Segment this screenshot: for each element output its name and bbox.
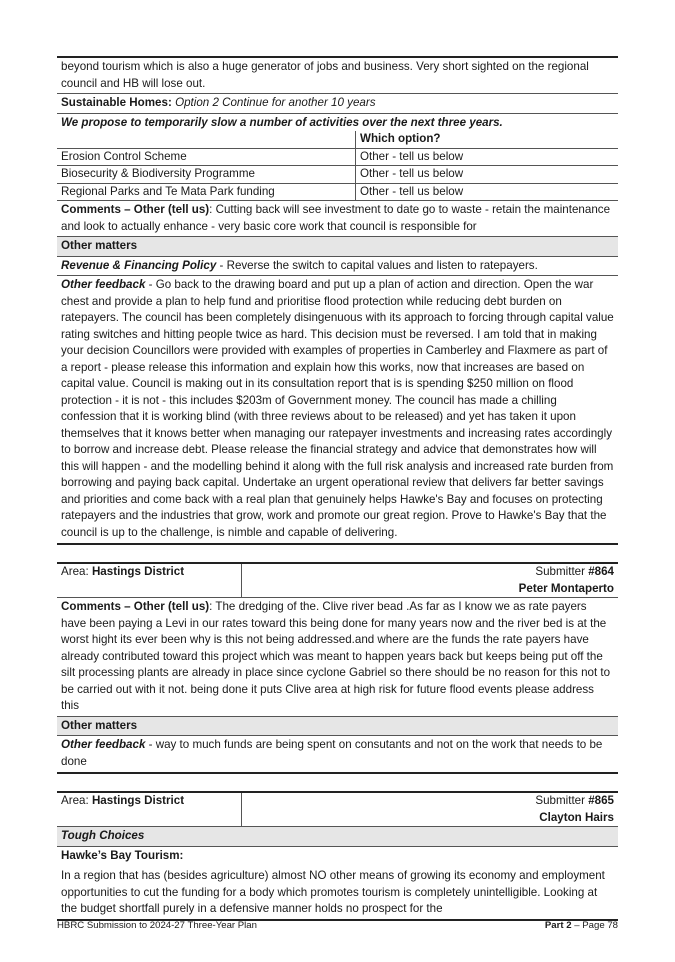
- other-matters-heading: Other matters: [57, 717, 618, 737]
- revenue-text: - Reverse the switch to capital values and listen to ratepayers.: [216, 258, 538, 272]
- feedback-row: [57, 276, 618, 545]
- submission-block: [57, 791, 618, 921]
- document-page: [57, 56, 618, 921]
- spacer: [57, 545, 618, 562]
- table-row: [57, 183, 618, 201]
- feedback-row: [57, 736, 618, 774]
- area-label: Area:: [61, 794, 92, 807]
- sustainable-homes-row: [57, 94, 618, 114]
- comments-text: : Cutting back will see investment to date go to waste - retain the maintenance and look to actually enhance - very basic core work that council is responsible for: [61, 203, 611, 233]
- submitter-number: #865: [588, 794, 614, 807]
- choice-cell: Other - tell us below: [356, 166, 619, 184]
- which-option-header: Which option?: [356, 131, 619, 148]
- continuation-text: beyond tourism which is also a huge generator of jobs and business. Very short sighted on the regional council and HB will lose out.: [57, 58, 618, 94]
- area-cell: [57, 563, 242, 598]
- page-label: – Page 78: [571, 920, 618, 931]
- submitter-number: #864: [588, 565, 614, 578]
- tourism-text: In a region that has (besides agriculture) almost NO other means of growing its economy and employment opportunities to cut the funding for a body which promotes tourism is completely unintelligible. Looking at the budget shortfall purely in a defensive manner holds no prospect for the: [57, 865, 618, 921]
- area-value: Hastings District: [91, 794, 185, 807]
- comments-row: [57, 201, 618, 237]
- part-label: Part 2: [544, 920, 572, 931]
- empty-cell: [57, 131, 356, 148]
- tough-choices-heading: Tough Choices: [57, 827, 618, 847]
- tourism-label: Hawke’s Bay Tourism:: [61, 848, 184, 862]
- comments-row: [57, 598, 618, 717]
- comments-label: Comments – Other (tell us): [61, 600, 210, 613]
- page-footer: [57, 918, 618, 935]
- feedback-label: Other feedback: [61, 278, 146, 291]
- submitter-cell: [242, 563, 619, 598]
- submission-block: [57, 56, 618, 545]
- other-matters-heading: Other matters: [57, 237, 618, 257]
- submitter-name: Clayton Hairs: [539, 810, 614, 824]
- options-table: [57, 131, 618, 201]
- submitter-header: [57, 791, 618, 827]
- feedback-text: - Go back to the drawing board and put up a plan of action and direction. Open the war chest and provide a plan to help fund and prioritise flood protection while reducing debt burden on ratepayers. The council has been completely disingenuous with its approach to forcing through capital value rating switches and hitting people twice as hard. This decision must be reversed. I am told that in making your decision Councillors were provided with examples of properties in Camberley and Flaxmere as part of a report - please release this information and explain how this works, now that increases are based on capital value. Council is making out in its consultation report that is is spending $250 million on flood protection - it is not - this includes $203m of Government money. The council has made a chilling confession that it is working blind (with three reviews about to be released) and yet has taken it upon themselves that it knows better when managing our ratepayer investments and increasing rates accordingly to borrow and increase debt. Please release the financial strategy and advice that demonstrates how will this will happen - and the modelling behind it along with the full risk analysis and increased rate burden from borrowing and paying back capital. Undertake an urgent operational review that delivers far better savings and priorities and come back with a real plan that genuinely helps Hawke's Bay and focuses on protecting ratepayers and the industries that grow, work and promote our great region. Prove to Hawke's Bay that the council is up to the challenge, is nimble and capable of delivering.: [61, 278, 614, 539]
- table-row: [57, 148, 618, 166]
- comments-text: : The dredging of the. Clive river bead .As far as I know we as rate payers have been paying a Levi in our rates toward this being done for many years now and the river bed is at the worst hight its ever been why is this not being addressed.and where are the funds the rate payers have already contributed toward this project which was meant to happen years back but keeps being put off the silt processing plants are already in place since cyclone Gabriel so there should be no reason for this not to be carried out with it not. being done it puts Clive area at high risk for future flood events please address this: [61, 600, 611, 712]
- area-value: Hastings District: [91, 565, 185, 578]
- revenue-label: Revenue & Financing Policy: [61, 258, 217, 272]
- submitter-name: Peter Montaperto: [518, 581, 614, 595]
- options-header-row: [57, 131, 618, 148]
- spacer: [57, 774, 618, 791]
- footer-title: HBRC Submission to 2024-27 Three-Year Plan: [57, 920, 257, 931]
- table-row: [57, 166, 618, 184]
- area-label: Area:: [61, 565, 92, 578]
- choice-cell: Other - tell us below: [356, 148, 619, 166]
- revenue-row: [57, 257, 618, 277]
- homes-value: Option 2 Continue for another 10 years: [175, 96, 376, 109]
- submitter-label: Submitter: [535, 565, 589, 578]
- feedback-text: - way to much funds are being spent on consutants and not on the work that needs to be done: [61, 738, 603, 768]
- activity-cell: Erosion Control Scheme: [57, 148, 356, 166]
- submitter-label: Submitter: [535, 794, 589, 807]
- submitter-header: [57, 562, 618, 598]
- homes-label: Sustainable Homes:: [61, 96, 172, 109]
- submitter-cell: [242, 792, 619, 827]
- slow-activities-heading: We propose to temporarily slow a number of activities over the next three years.: [61, 115, 503, 129]
- activity-cell: Regional Parks and Te Mata Park funding: [57, 183, 356, 201]
- area-cell: [57, 792, 242, 827]
- page-number: [545, 918, 618, 935]
- submission-block: [57, 562, 618, 774]
- choice-cell: Other - tell us below: [356, 183, 619, 201]
- activity-cell: Biosecurity & Biodiversity Programme: [57, 166, 356, 184]
- feedback-label: Other feedback: [61, 738, 146, 751]
- comments-label: Comments – Other (tell us): [61, 203, 210, 216]
